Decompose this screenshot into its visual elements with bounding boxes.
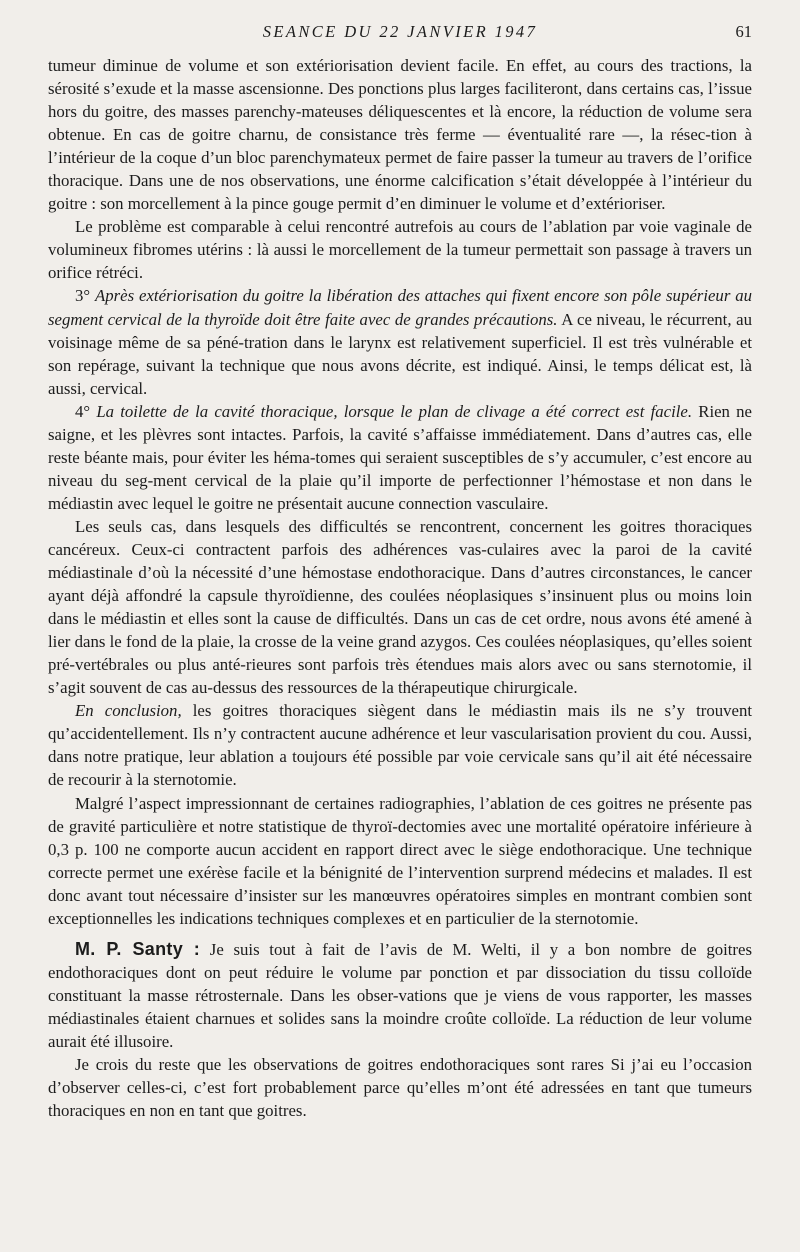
paragraph-italic-heading: La toilette de la cavité thoracique, lorsque le plan de clivage a été correct est facile. [96, 401, 693, 421]
page-number: 61 [735, 22, 752, 41]
paragraph-point-3 [48, 284, 752, 399]
running-title: SEANCE DU 22 JANVIER 1947 [262, 22, 538, 41]
paragraph-santy-remark [48, 938, 752, 1053]
paragraph-text: Je suis tout à fait de l’avis de M. Welti, il y a bon nombre de goitres endothoraciques dont on peut réduire le volume par ponction et par dissociation du tissu colloïde constituant la masse rétrosternale. Dans les obser-vations que je viens de vous rapporter, les masses médiastinales étaient charnues et solides sans la moindre croûte colloïde. La réduction de leur volume aurait été illusoire. [48, 939, 752, 1051]
article-body [48, 54, 752, 1122]
paragraph-text: Je crois du reste que les observations de goitres endothoraciques sont rares Si j’ai eu l’occasion d’observer celles-ci, c’est fort probablement parce qu’elles m’ont été adressées en tant que tumeurs thoraciques en non en tant que goitres. [48, 1055, 752, 1121]
speaker-name: M. P. Santy : [75, 938, 201, 959]
paragraph-text: les goitres thoraciques siègent dans le médiastin mais ils ne s’y trouvent qu’accidentellement. Ils n’y contractent aucune adhérence et leur vascularisation provient du cou. Aussi, dans notre pratique, leur ablation a toujours été possible par voie cervicale sans qu’il ait été nécessaire de recourir à la sternotomie. [48, 701, 753, 790]
paragraph-italic-heading: En conclusion, [75, 701, 182, 721]
paragraph-text: Les seuls cas, dans lesquels des difficultés se rencontrent, concernent les goitres thoraciques cancéreux. Ceux-ci contractent parfois des adhérences vas-culaires avec la paroi de la cavité médiastinale d’où la nécessité d’une hémostase endothoracique. Dans d’autres circonstances, le cancer ayant déjà affondré la capsule thyroïdienne, des coulées néoplasiques s’insinuent plus ou moins loin dans le médiastin et elles sont la cause de difficultés. Dans un cas de cet ordre, nous avons été amené à lier dans le fond de la plaie, la crosse de la veine grand azygos. Ces coulées néoplasiques, qu’elles soient pré-vertébrales ou plus anté-rieures sont parfois très étendues mais alors avec ou sans sternotomie, il s’agit souvent de cas au-dessus des ressources de la thérapeutique chirurgicale. [48, 516, 752, 698]
paragraph-text: Rien ne saigne, et les plèvres sont intactes. Parfois, la cavité s’affaisse immédiatement. Dans d’autres cas, elle reste béante mais, pour éviter les héma-tomes qui seraient susceptibles de s’y accumuler, c’est encore au niveau du seg-ment cervical de la plaie qu’il importe de perfectionner l’hémostase et non dans le médiastin avec lequel le goitre ne présentait aucune connection vasculaire. [48, 401, 752, 513]
paragraph-text: Malgré l’aspect impressionnant de certaines radiographies, l’ablation de ces goitres ne présente pas de gravité particulière et notre statistique de thyroï-dectomies avec une mortalité opératoire inférieure à 0,3 p. 100 ne comporte aucun accident en rapport direct avec le siège endothoracique. Une technique correcte permet une exérèse facile et la bénignité de l’intervention surprend médecins et malades. Il est donc avant tout nécessaire d’insister sur les manœuvres opératoires simples en montrant combien sont exceptionnelles les indications techniques complexes et en particulier de la sternotomie. [48, 793, 752, 928]
paragraph-number: 4° [75, 401, 97, 421]
paragraph-text: Le problème est comparable à celui rencontré autrefois au cours de l’ablation par voie vaginale de volumineux fibromes utérins : là aussi le morcellement de la tumeur permettait son passage à travers un orifice rétréci. [48, 217, 752, 283]
paragraph-observations-rares [48, 1053, 752, 1122]
paragraph-conclusion [48, 699, 752, 791]
page-header [48, 22, 752, 46]
paragraph-text: tumeur diminue de volume et son extériorisation devient facile. En effet, au cours des tractions, la sérosité s’exude et la masse ascensionne. Des ponctions plus larges faciliteront, dans certains cas, l’issue hors du goitre, des masses parenchy-mateuses déliquescentes et là encore, la réduction de volume sera obtenue. En cas de goitre charnu, de consistance très ferme — éventualité rare —, la résec-tion à l’intérieur de la coque d’un bloc parenchymateux permet de faire passer la tumeur au travers de l’orifice thoracique. Dans une de nos observations, une énorme calcification s’était développée à l’intérieur du goitre : son morcellement à la pince gouge permit d’en diminuer le volume et d’extérioriser. [48, 56, 752, 214]
paragraph-statistique [48, 792, 752, 930]
paragraph-text: A ce niveau, le récurrent, au voisinage même de sa péné-tration dans le larynx est relativement superficiel. Il est très vulnérable et son repérage, suivant la technique que nous avons décrite, est indiqué. Ainsi, le temps délicat est, là aussi, cervical. [48, 309, 752, 398]
paragraph-tumeur-extériorisation [48, 54, 752, 215]
paragraph-italic-heading: Après extériorisation du goitre la libération des attaches qui fixent encore son pôle supérieur au segment cervical de la thyroïde doit être faite avec de grandes précautions. [48, 286, 752, 329]
paragraph-probleme-comparable [48, 215, 752, 284]
paragraph-point-4 [48, 400, 752, 515]
paragraph-number: 3° [75, 286, 95, 306]
paragraph-goitres-cancereux [48, 515, 752, 699]
